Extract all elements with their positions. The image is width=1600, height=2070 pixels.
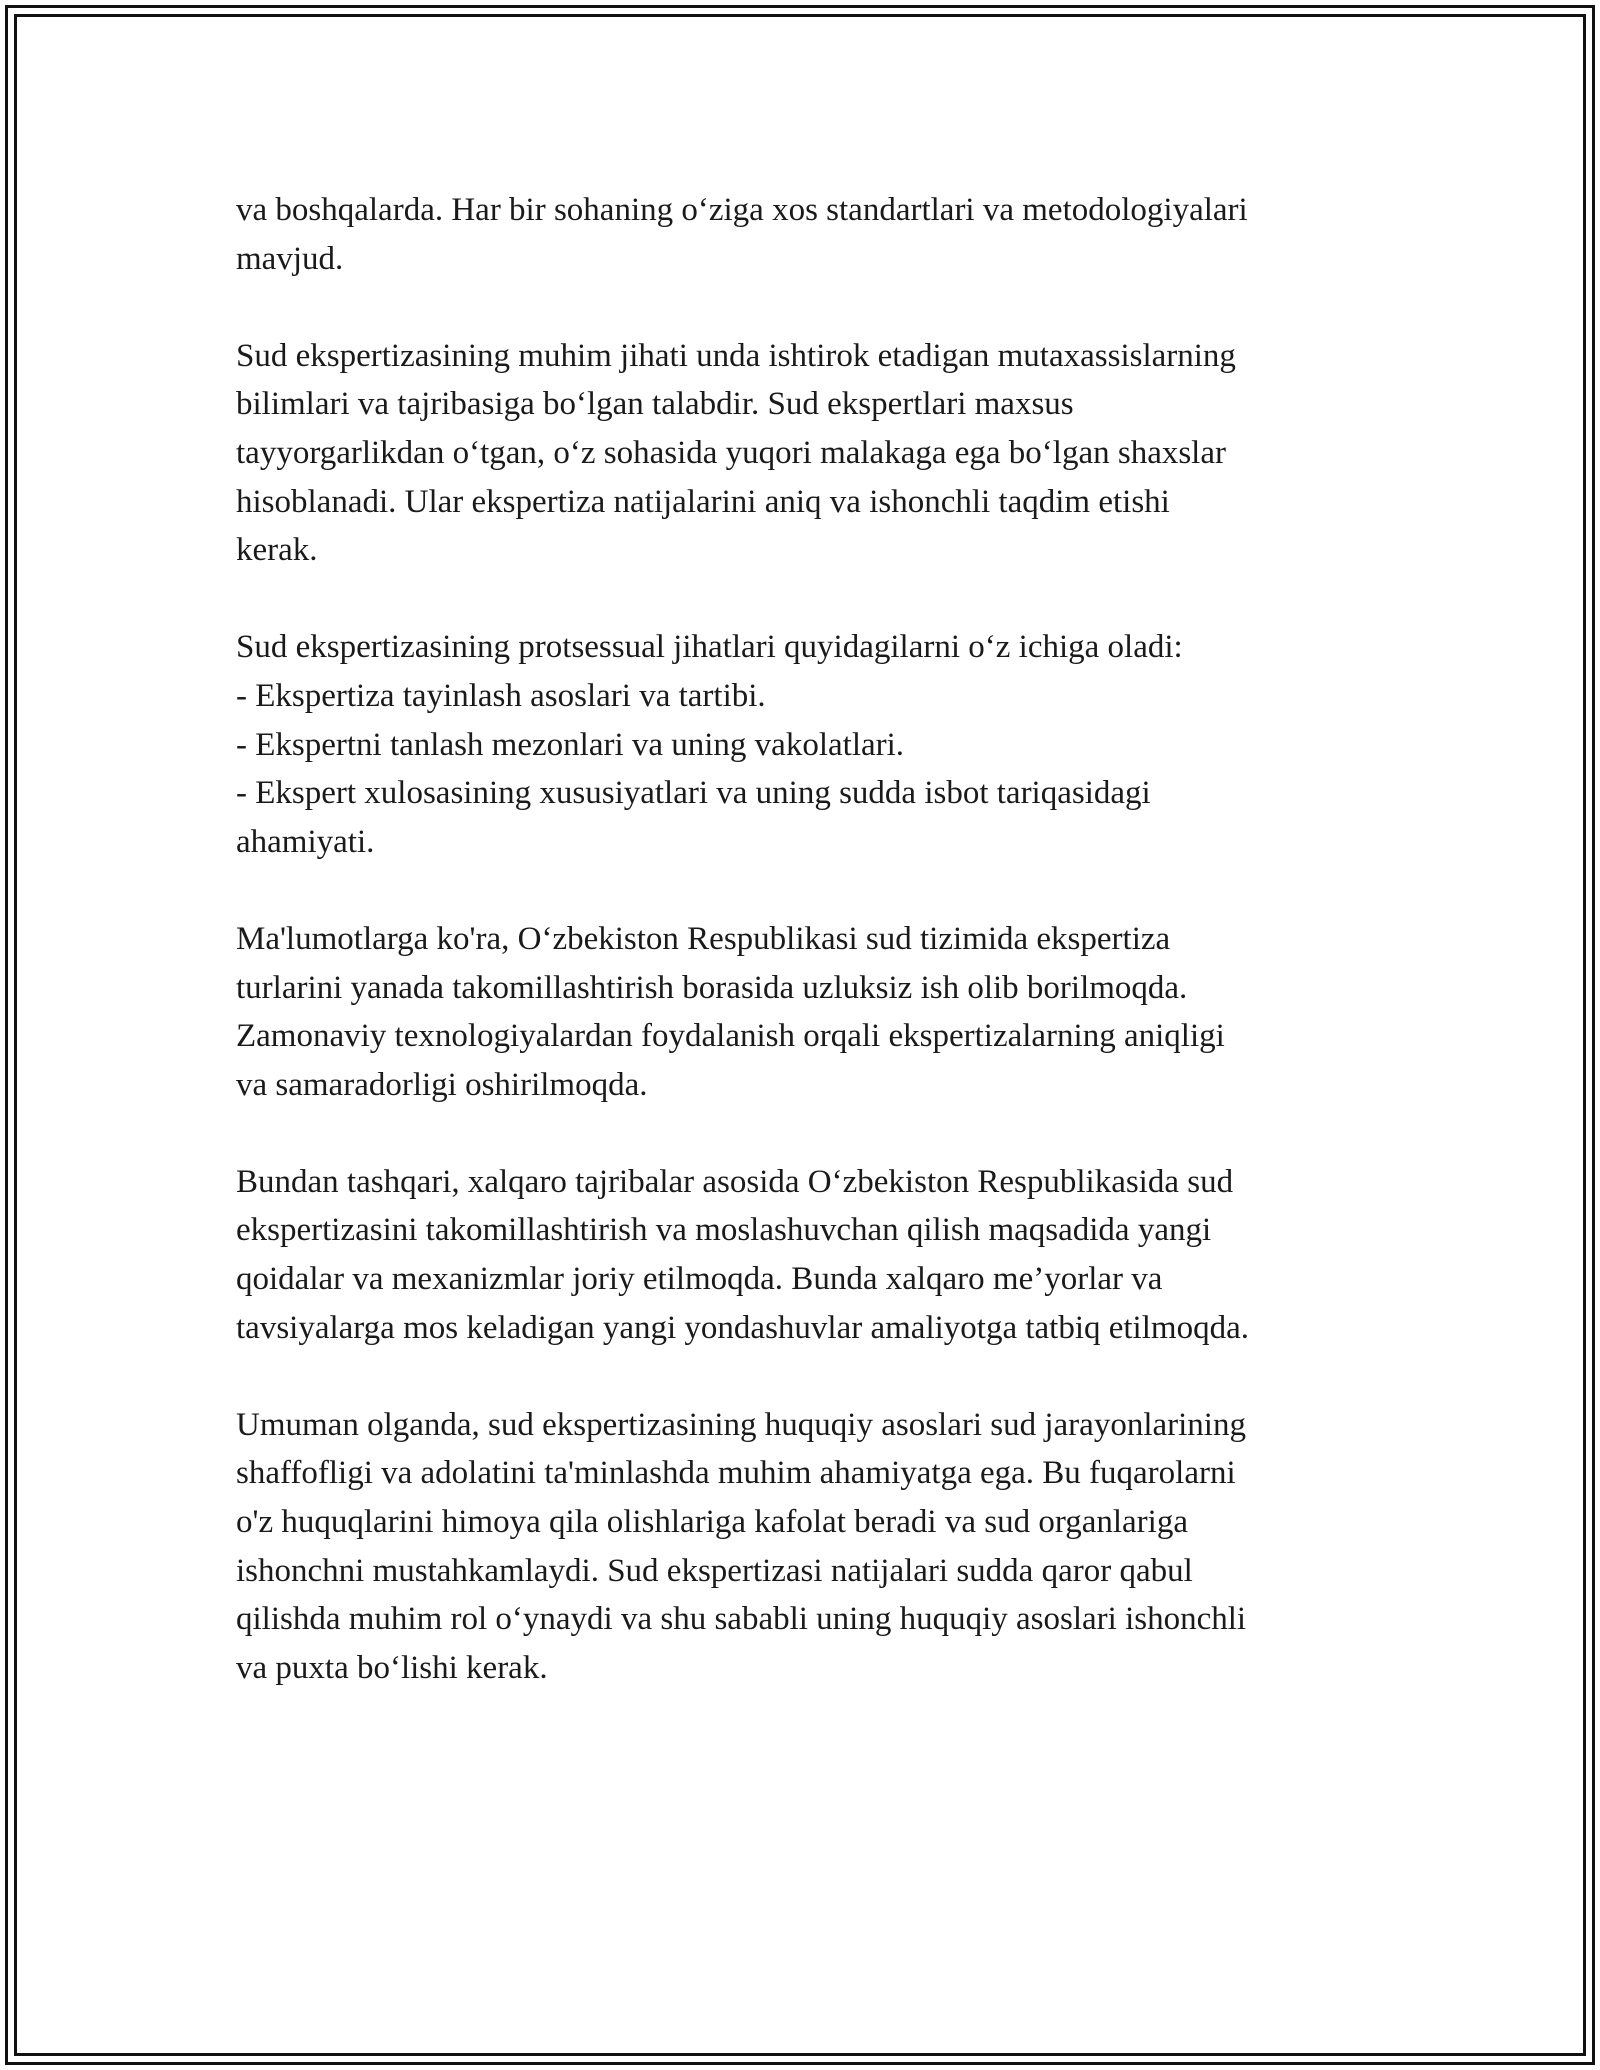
text-line: ekspertizasini takomillashtirish va moslashuvchan qilish maqsadida yangi <box>236 1212 1212 1249</box>
text-line: bilimlari va tajribasiga bo‘lgan talabdir. Sud ekspertlari maxsus <box>236 386 1074 423</box>
text-line: qilishda muhim rol o‘ynaydi va shu sababli uning huquqiy asoslari ishonchli <box>236 1601 1247 1638</box>
paragraph <box>236 186 1386 283</box>
list-item: - Ekspertni tanlash mezonlari va uning vakolatlari. <box>236 726 905 763</box>
paragraph <box>236 623 1386 866</box>
text-line: Bundan tashqari, xalqaro tajribalar asosida O‘zbekiston Respublikasida sud <box>236 1163 1234 1200</box>
document-body <box>236 186 1386 1692</box>
paragraph <box>236 915 1386 1109</box>
text-line: Umuman olganda, sud ekspertizasining huquqiy asoslari sud jarayonlarining <box>236 1406 1246 1443</box>
list-item: - Ekspert xulosasining xususiyatlari va uning sudda isbot tariqasidagi <box>236 775 1151 812</box>
text-line: va puxta bo‘lishi kerak. <box>236 1649 548 1686</box>
text-line: kerak. <box>236 532 318 569</box>
paragraph <box>236 1158 1386 1352</box>
text-line: o'z huquqlarini himoya qila olishlariga kafolat beradi va sud organlariga <box>236 1504 1188 1541</box>
text-line: turlarini yanada takomillashtirish borasida uzluksiz ish olib borilmoqda. <box>236 969 1188 1006</box>
text-line: tayyorgarlikdan o‘tgan, o‘z sohasida yuqori malakaga ega bo‘lgan shaxslar <box>236 434 1226 471</box>
text-line: ahamiyati. <box>236 823 375 860</box>
text-line: Zamonaviy texnologiyalardan foydalanish orqali ekspertizalarning aniqligi <box>236 1018 1225 1055</box>
text-line: tavsiyalarga mos keladigan yangi yondashuvlar amaliyotga tatbiq etilmoqda. <box>236 1309 1249 1346</box>
text-line: Ma'lumotlarga ko'ra, O‘zbekiston Respublikasi sud tizimida ekspertiza <box>236 920 1171 957</box>
text-line: Sud ekspertizasining muhim jihati unda ishtirok etadigan mutaxassislarning <box>236 337 1236 374</box>
text-line: ishonchni mustahkamlaydi. Sud ekspertizasi natijalari sudda qaror qabul <box>236 1552 1193 1589</box>
text-line: qoidalar va mexanizmlar joriy etilmoqda. Bunda xalqaro me’yorlar va <box>236 1261 1163 1298</box>
list-item: - Ekspertiza tayinlash asoslari va tartibi. <box>236 677 766 714</box>
text-line: hisoblanadi. Ular ekspertiza natijalarini aniq va ishonchli taqdim etishi <box>236 483 1170 520</box>
text-line: va boshqalarda. Har bir sohaning o‘ziga xos standartlari va metodologiyalari <box>236 192 1248 228</box>
paragraph <box>236 1401 1386 1693</box>
paragraph <box>236 332 1386 575</box>
text-line: shaffofligi va adolatini ta'minlashda muhim ahamiyatga ega. Bu fuqarolarni <box>236 1455 1236 1492</box>
text-line: va samaradorligi oshirilmoqda. <box>236 1066 648 1103</box>
text-line: Sud ekspertizasining protsessual jihatlari quyidagilarni o‘z ichiga oladi: <box>236 629 1183 666</box>
text-line: mavjud. <box>236 240 344 277</box>
